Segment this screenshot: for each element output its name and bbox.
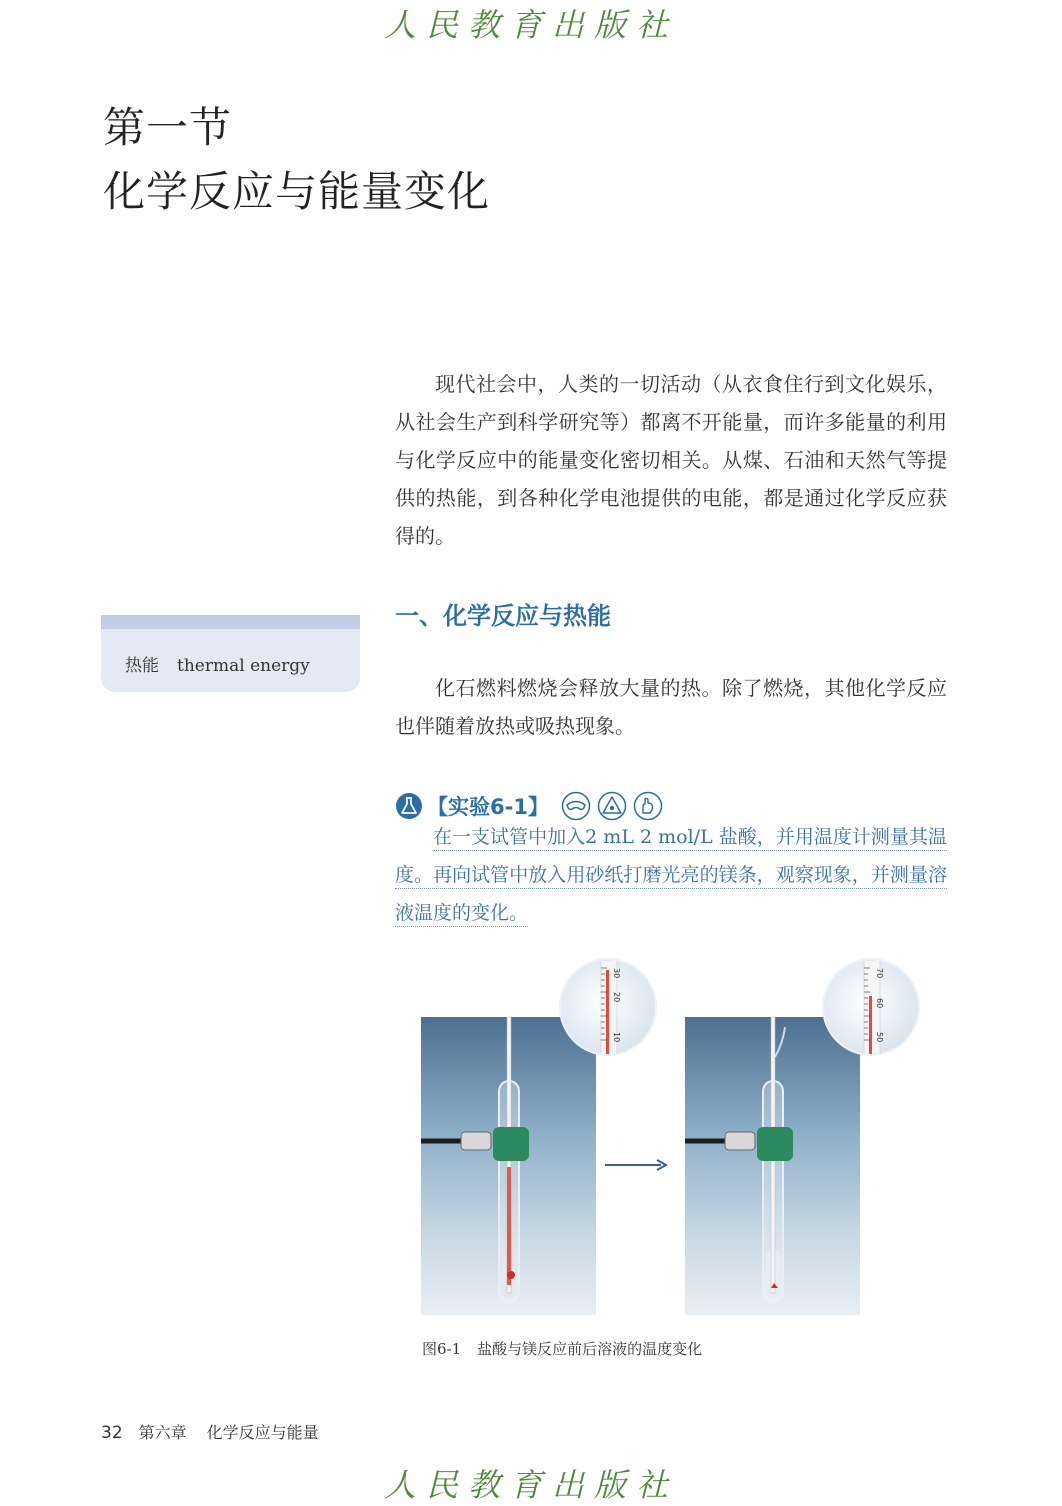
- experiment-text: 在一支试管中加入2 mL 2 mol/L 盐酸，并用温度计测量其温度。再向试管中放入用砂纸打磨光亮的镁条，观察现象，并测量溶液温度的变化。: [395, 826, 947, 927]
- tick-before-10: 10: [612, 1032, 621, 1043]
- glossary-box: [101, 615, 360, 692]
- thermometer-zoom-after: [822, 958, 920, 1056]
- tick-before-20: 20: [612, 992, 621, 1003]
- experiment-title: 【实验6-1】: [427, 795, 549, 819]
- glossary-term-en: thermal energy: [177, 656, 310, 676]
- tick-after-70: 70: [875, 968, 884, 979]
- publisher-logo-bottom: 人民教育出版社: [383, 1466, 678, 1504]
- goggles-icon: [561, 791, 591, 821]
- footer-chapter-title: 化学反应与能量: [206, 1423, 319, 1442]
- hazard-icon: [597, 791, 627, 821]
- page-number: 32: [101, 1423, 123, 1443]
- photo-after-reaction: [685, 1017, 860, 1315]
- subsection-heading: 一、化学反应与热能: [395, 602, 611, 630]
- experiment-procedure: [395, 818, 947, 932]
- tick-after-60: 60: [875, 998, 884, 1009]
- heat-paragraph: 化石燃料燃烧会释放大量的热。除了燃烧，其他化学反应也伴随着放热或吸热现象。: [395, 676, 947, 738]
- footer-chapter: 第六章: [138, 1423, 187, 1442]
- thermometer-scale-after: [824, 960, 918, 1054]
- tick-after-50: 50: [875, 1032, 884, 1043]
- test-tube-after-illustration: [685, 1017, 860, 1315]
- flask-icon: [395, 792, 423, 820]
- tick-before-30: 30: [612, 968, 621, 979]
- section-heading: [103, 96, 490, 224]
- publisher-logo-top: 人民教育出版社: [383, 6, 678, 44]
- right-arrow-icon: [605, 1157, 667, 1173]
- thermometer-zoom-before: [559, 958, 657, 1056]
- photo-before-reaction: [421, 1017, 596, 1315]
- thermometer-scale-before: [561, 960, 655, 1054]
- glossary-term-cn: 热能: [125, 656, 159, 676]
- figure-caption: [422, 1338, 702, 1359]
- glossary-band: [101, 615, 360, 629]
- figure-number: 图6-1: [422, 1340, 462, 1358]
- section-title: 化学反应与能量变化: [103, 167, 491, 216]
- hand-wash-icon: [633, 791, 663, 821]
- section-number: 第一节: [103, 103, 233, 152]
- intro-paragraph: 现代社会中，人类的一切活动（从衣食住行到文化娱乐，从社会生产到科学研究等）都离不开能量，而许多能量的利用与化学反应中的能量变化密切相关。从煤、石油和天然气等提供的热能，到各种化学电池提供的电能，都是通过化学反应获得的。: [395, 372, 947, 548]
- glossary-term: [125, 651, 328, 676]
- page-footer: [101, 1420, 319, 1443]
- figure-caption-text: 盐酸与镁反应前后溶液的温度变化: [477, 1340, 703, 1358]
- test-tube-before-illustration: [421, 1017, 596, 1315]
